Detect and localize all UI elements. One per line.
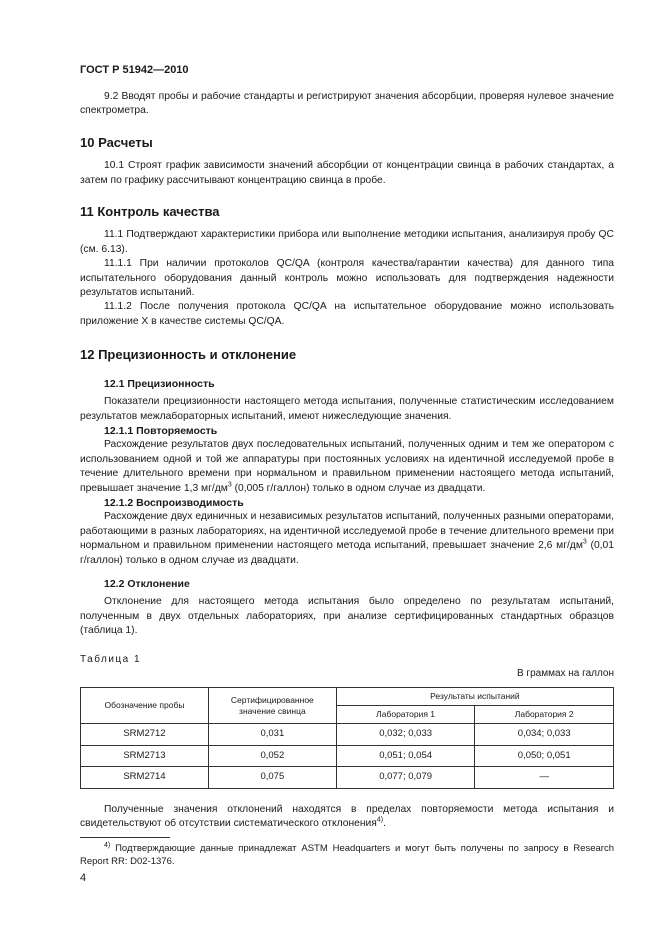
heading-12-1-2: 12.1.2 Воспроизводимость [104,496,244,509]
cell-sample: SRM2712 [81,724,209,745]
section-11-title: 11 Контроль качества [80,204,220,220]
cell-lab2: 0,034; 0,033 [475,724,614,745]
paragraph-11-1: 11.1 Подтверждают характеристики прибора или выполнение методики испытания, анализируя пробу QC (см. 6.13). [80,229,614,255]
section-12-title: 12 Прецизионность и отклонение [80,347,297,363]
cubic-superscript: 3 [582,538,587,546]
document-body [80,90,614,868]
paragraph-12-1-1-end: (0,005 г/галлон) только в одном случае из двадцати. [231,482,486,494]
cell-sample: SRM2714 [81,767,209,788]
header-sample: Обозначение пробы [81,688,209,724]
heading-12-1: 12.1 Прецизионность [104,377,215,390]
paragraph-12-2: Отклонение для настоящего метода испытания было определено по результатам испытаний, полученным в двух отдельных лабораториях, при анализе сертифицированных стандартных образцов (таблица 1). [80,596,614,637]
paragraph-12-1-2-text: Расхождение двух единичных и независимых результатов испытаний, полученных разными операторами, работающими в разных лабораториях, на идентичной исследуемой пробе в течение длительного времени при нормальном и правильном применении настоящего метода испытаний, превышает значение 2,6 мг/дм [80,511,614,552]
cell-lab2: 0,050; 0,051 [475,745,614,766]
cell-lab1: 0,032; 0,033 [336,724,475,745]
heading-12-2: 12.2 Отклонение [104,577,190,590]
cubic-superscript: 3 [227,481,232,489]
footnote-ref: 4) [376,816,384,824]
table-units: В граммах на галлон [516,668,614,679]
section-10-title: 10 Расчеты [80,134,153,150]
footnote-divider [80,837,170,838]
footnote-text: Подтверждающие данные принадлежат ASTM Headquarters и могут быть получены по запросу в Research Report RR: D02-1376. [80,843,614,868]
header-lab2: Лаборатория 2 [475,706,614,724]
conclusion-paragraph [80,803,614,832]
paragraph-12-1: Показатели прецизионности настоящего метода испытания, полученные статистическим исследованием результатов межлабораторных испытаний, имеют нижеследующие значения. [80,396,614,422]
footnote-marker: 4) [104,842,111,850]
cell-sample: SRM2713 [81,745,209,766]
conclusion-end: . [383,818,386,830]
header-lab1: Лаборатория 1 [336,706,475,724]
cell-certified: 0,031 [208,724,336,745]
header-results: Результаты испытаний [336,688,613,706]
table-caption: Таблица 1 [80,653,142,665]
cell-lab2: — [475,767,614,788]
paragraph-9-2: 9.2 Вводят пробы и рабочие стандарты и регистрируют значения абсорбции, проверяя нулевое значение спектрометра. [80,91,614,117]
paragraph-12-1-1-text: Расхождение результатов двух последовательных испытаний, полученных одним и тем же оператором с использованием одной и той же аппаратуры при постоянных условиях на идентичной исследуемой пробе в течение длительного времени при нормальном и правильном применении настоящего метода испытаний, превышает значение 1,3 мг/дм [80,439,614,494]
header-certified: Сертифицированное значение свинца [208,688,336,724]
document-header: ГОСТ Р 51942—2010 [80,64,189,76]
paragraph-11-1-2: 11.1.2 После получения протокола QC/QA на испытательное оборудование можно использовать приложение X в качестве системы QC/QA. [80,301,614,327]
cell-lab1: 0,077; 0,079 [336,767,475,788]
table-row [81,724,614,745]
results-table [80,687,614,788]
paragraph-12-1-2 [80,510,614,568]
paragraph-10-1: 10.1 Строят график зависимости значений абсорбции от концентрации свинца в рабочих стандартах, а затем по графику рассчитывают концентрацию свинца в пробе. [80,160,614,186]
table-row [81,767,614,788]
paragraph-12-1-1 [80,438,614,496]
cell-certified: 0,075 [208,767,336,788]
cell-lab1: 0,051; 0,054 [336,745,475,766]
cell-certified: 0,052 [208,745,336,766]
footnote [80,842,614,868]
table-row [81,745,614,766]
conclusion-text: Полученные значения отклонений находятся в пределах повторяемости метода испытания и свидетельствуют об отсутствии систематического отклонения [80,803,614,830]
paragraph-11-1-1: 11.1.1 При наличии протоколов QC/QA (контроля качества/гарантии качества) для данного типа испытательного оборудования данный контроль можно использовать для подтверждения надежности результатов испытаний. [80,258,614,299]
page-number: 4 [80,872,87,884]
heading-12-1-1: 12.1.1 Повторяемость [104,424,218,437]
paragraph-12-1-2-end: (0,01 г/галлон) только в одном случае из двадцати. [80,540,614,566]
